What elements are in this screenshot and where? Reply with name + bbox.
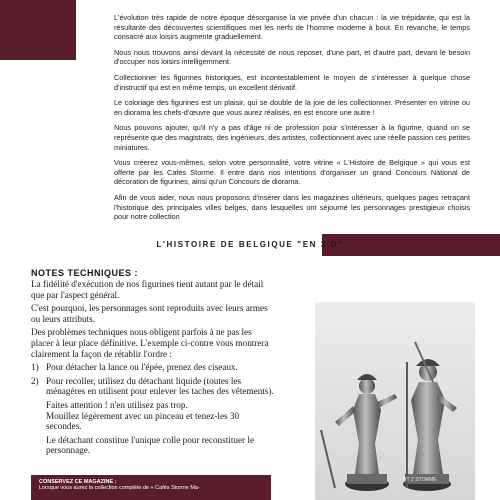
notes-paragraph-1: La fidélité d'exécution de nos figurines tient autant par le détail que par l'aspect général. [31, 279, 264, 300]
intro-paragraph-1: L'évolution très rapide de notre époque désorganise la vie privée d'un chacun : la vie trépidante, qui est la résultante des découvertes scientifiques met les nerfs de l'homme moderne à bout. En revanche, le temps consacré aux loisirs augmente graduellement. [114, 13, 470, 42]
top-left-color-bar [0, 0, 76, 60]
notes-item-2-text: Pour recoller, utilisez du détachant liquide (toutes les ménagères en utilisent pour enlever les taches des vêtements). [46, 375, 274, 397]
notes-body [31, 279, 276, 459]
conserve-text: Lorsque vous aurez la collection complète de « Cafés Storme Ma- [39, 485, 200, 491]
base-label: RT Z STORME [403, 477, 437, 483]
intro-text [114, 13, 470, 228]
notes-title: NOTES TECHNIQUES : [31, 268, 139, 278]
notes-item-2 [31, 376, 276, 397]
intro-paragraph-6: Vous créerez vous-mêmes, selon votre personnalité, votre vitrine « L'Histoire de Belgique » qui vous est offerte par les Cafés Storme. Il entre dans nos intentions d'organiser un grand Concours National de décoration de figurines, ainsi qu'un Concours de diorama. [114, 158, 470, 187]
notes-sub-1: Faites attention ! n'en utilisez pas trop. [46, 399, 188, 410]
figurines-illustration [315, 302, 475, 500]
section-title: L'HISTOIRE DE BELGIQUE "EN 3 D" [156, 240, 344, 249]
notes-item-1-number: 1) [31, 362, 39, 373]
intro-paragraph-3: Collectionner les figurines historiques, est incontestablement le moyen de s'intéresser à quelque chose d'instructif qui est en même temps, un excellent dérivatif. [114, 72, 470, 92]
notes-item-1-text: Pour détacher la lance ou l'épée, prenez des ciseaux. [46, 362, 238, 373]
conserve-title: CONSERVEZ CE MAGAZINE : [39, 479, 117, 485]
notes-paragraph-2: C'est pourquoi, les personnages sont reproduits avec leurs armes ou leurs attributs. [31, 303, 268, 324]
notes-item-2-number: 2) [31, 375, 39, 386]
intro-paragraph-5: Nous pouvons ajouter, qu'il n'y a pas d'âge ni de profession pour s'intéresser à la figurine, quand on se représente que des magistrats, des ingénieurs, des artistes, collectionnent avec une réelle passion ces petites miniatures. [114, 123, 470, 152]
figurine-right [403, 342, 457, 491]
intro-paragraph-2: Nous nous trouvons ainsi devant la nécessité de nous reposer, d'une part, et d'autre part, devant le besoin d'occuper nos loisirs intelligemment. [114, 47, 470, 67]
conserve-box [31, 475, 271, 500]
notes-item-1 [31, 362, 276, 373]
intro-paragraph-4: Le coloriage des figurines est un plaisir, qui se double de la joie de les collectionner. Présenter en vitrine ou en diorama les chefs-d'œuvre que vous aurez réalisés, en est encore une autre ! [114, 98, 470, 117]
figurines-photo [315, 302, 475, 500]
notes-paragraph-3: Des problèmes techniques nous obligent parfois à ne pas les placer à leur place définitive. L'exemple ci-contre vous montrera clairement la façon de rétablir l'ordre : [31, 327, 269, 359]
figurine-left [321, 374, 397, 491]
intro-paragraph-7: Afin de vous aider, nous nous proposons d'insérer dans les magazines ultérieurs, quelques pages retraçant l'historique des principales villes belges, dans lesquelles ont séjourné les personnages prestigieux choisis pour notre collection [114, 192, 470, 222]
notes-sub-3: Le détachant constitue l'unique colle pour reconstituer le personnage. [46, 434, 255, 456]
notes-sub-2: Mouillez légèrement avec un pinceau et tenez-les 30 secondes. [46, 410, 240, 432]
